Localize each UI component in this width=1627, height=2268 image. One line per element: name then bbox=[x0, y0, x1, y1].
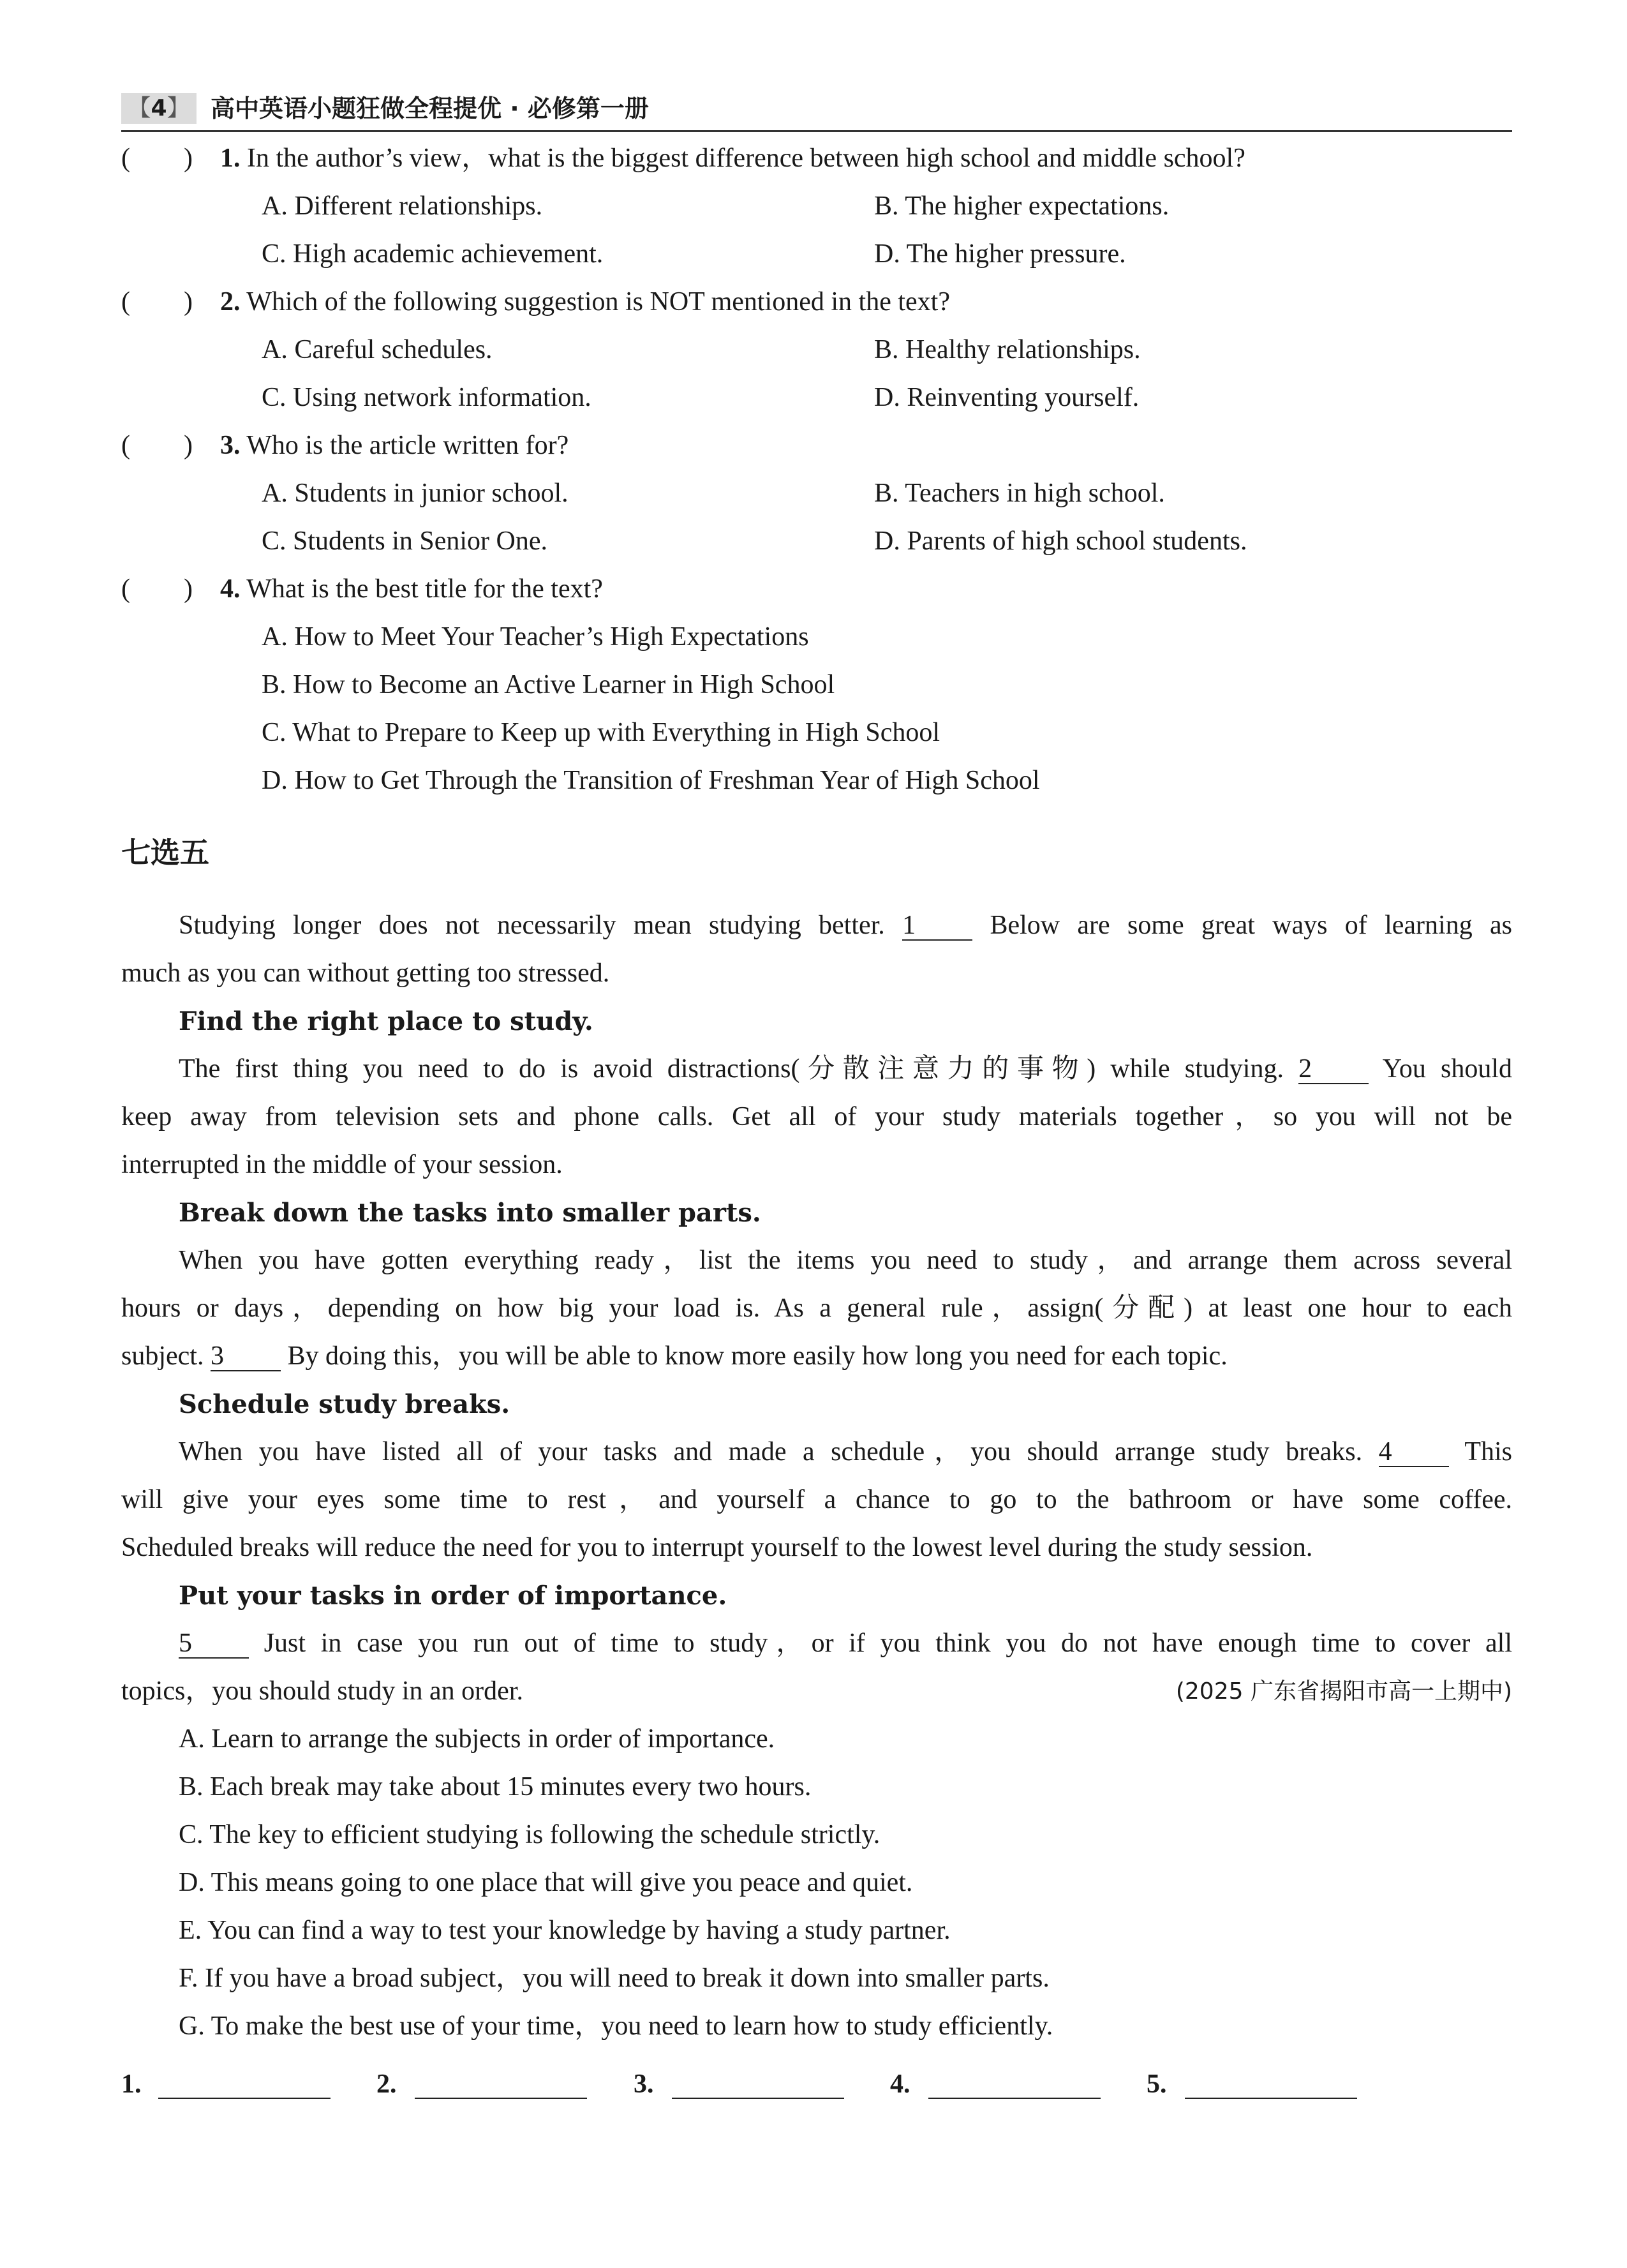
passage-line: keep away from television sets and phone calls. Get all of your study materials together，so you will not be bbox=[121, 1102, 1512, 1131]
answer-label-1: 1. bbox=[121, 2070, 142, 2099]
answer-paren-1[interactable]: ( ) bbox=[121, 144, 193, 173]
passage-line: interrupted in the middle of your session. bbox=[121, 1150, 563, 1179]
question-number: 1. bbox=[220, 144, 241, 173]
question-number: 3. bbox=[220, 431, 241, 460]
option-2b: B. Healthy relationships. bbox=[874, 335, 1141, 364]
book-title: 高中英语小题狂做全程提优 · 必修第一册 bbox=[211, 94, 649, 123]
answer-label-5: 5. bbox=[1147, 2070, 1167, 2099]
section-title: 七选五 bbox=[121, 835, 209, 870]
subheading-find-place: Find the right place to study. bbox=[179, 1006, 593, 1036]
answer-line-2[interactable] bbox=[415, 2098, 587, 2099]
answer-paren-2[interactable]: ( ) bbox=[121, 287, 193, 317]
option-1a: A. Different relationships. bbox=[262, 191, 543, 221]
answer-line-3[interactable] bbox=[672, 2098, 844, 2099]
page-header bbox=[121, 89, 1512, 132]
question-text: In the author’s view，what is the biggest difference between high school and middle school? bbox=[247, 144, 1245, 173]
question-2 bbox=[220, 285, 950, 318]
choice-d: D. This means going to one place that will give you peace and quiet. bbox=[179, 1868, 913, 1897]
choice-f: F. If you have a broad subject，you will need to break it down into smaller parts. bbox=[179, 1964, 1050, 1993]
choice-a: A. Learn to arrange the subjects in order of importance. bbox=[179, 1724, 775, 1754]
answer-line-1[interactable] bbox=[158, 2098, 331, 2099]
option-3c: C. Students in Senior One. bbox=[262, 526, 547, 556]
blank-4[interactable]: 4 bbox=[1379, 1438, 1449, 1467]
answer-line-5[interactable] bbox=[1185, 2098, 1357, 2099]
option-2d: D. Reinventing yourself. bbox=[874, 383, 1140, 412]
passage-line: much as you can without getting too stressed. bbox=[121, 959, 610, 988]
option-2a: A. Careful schedules. bbox=[262, 335, 493, 364]
question-4 bbox=[220, 572, 603, 606]
option-4d: D. How to Get Through the Transition of Freshman Year of High School bbox=[262, 766, 1040, 795]
passage-line: Scheduled breaks will reduce the need for you to interrupt yourself to the lowest level during the study session. bbox=[121, 1533, 1313, 1562]
answer-label-4: 4. bbox=[890, 2070, 910, 2099]
passage-text: subject. bbox=[121, 1341, 204, 1371]
question-text: Which of the following suggestion is NOT mentioned in the text? bbox=[246, 287, 950, 317]
passage-text: Studying longer does not necessarily mean studying better. bbox=[179, 911, 885, 940]
source-note: (2025 广东省揭阳市高一上期中) bbox=[1175, 1678, 1512, 1705]
option-4c: C. What to Prepare to Keep up with Everything in High School bbox=[262, 718, 940, 747]
option-1c: C. High academic achievement. bbox=[262, 239, 604, 269]
passage-line bbox=[121, 1332, 1512, 1380]
option-1d: D. The higher pressure. bbox=[874, 239, 1126, 269]
passage-line bbox=[121, 1428, 1512, 1476]
option-2c: C. Using network information. bbox=[262, 383, 591, 412]
page-number: 4 bbox=[151, 95, 167, 121]
answer-paren-3[interactable]: ( ) bbox=[121, 431, 193, 460]
question-number: 4. bbox=[220, 574, 241, 604]
option-3d: D. Parents of high school students. bbox=[874, 526, 1247, 556]
question-1 bbox=[220, 142, 1245, 175]
blank-1[interactable]: 1 bbox=[902, 911, 972, 941]
question-3 bbox=[220, 429, 568, 462]
passage-line bbox=[121, 902, 1512, 950]
blank-2[interactable]: 2 bbox=[1298, 1055, 1369, 1084]
answer-line-4[interactable] bbox=[928, 2098, 1101, 2099]
choice-e: E. You can find a way to test your knowledge by having a study partner. bbox=[179, 1916, 951, 1945]
choice-c: C. The key to efficient studying is following the schedule strictly. bbox=[179, 1820, 880, 1849]
question-text: What is the best title for the text? bbox=[246, 574, 603, 604]
passage-line bbox=[121, 1667, 1512, 1715]
option-3a: A. Students in junior school. bbox=[262, 479, 568, 508]
subheading-order-importance: Put your tasks in order of importance. bbox=[179, 1581, 727, 1611]
passage-line: hours or days，depending on how big your load is. As a general rule，assign(分配) at least one hour to each bbox=[121, 1294, 1512, 1323]
passage-line: will give your eyes some time to rest，and yourself a chance to go to the bathroom or have some coffee. bbox=[121, 1485, 1512, 1514]
question-number: 2. bbox=[220, 287, 241, 317]
choice-b: B. Each break may take about 15 minutes every two hours. bbox=[179, 1772, 812, 1802]
subheading-break-down: Break down the tasks into smaller parts. bbox=[179, 1198, 761, 1228]
option-1b: B. The higher expectations. bbox=[874, 191, 1170, 221]
answer-paren-4[interactable]: ( ) bbox=[121, 574, 193, 604]
passage-line bbox=[121, 1620, 1512, 1667]
blank-3[interactable]: 3 bbox=[211, 1342, 281, 1371]
passage-text: You should bbox=[1382, 1054, 1512, 1084]
subheading-schedule-breaks: Schedule study breaks. bbox=[179, 1389, 510, 1419]
answer-label-2: 2. bbox=[376, 2070, 397, 2099]
passage-text: By doing this，you will be able to know more easily how long you need for each topic. bbox=[287, 1341, 1228, 1371]
passage-text: Below are some great ways of learning as bbox=[990, 911, 1513, 940]
passage-text: Just in case you run out of time to study，or if you think you do not have enough time to cover all bbox=[264, 1629, 1512, 1658]
option-4b: B. How to Become an Active Learner in High School bbox=[262, 670, 835, 699]
page-number-box: 【4】 bbox=[121, 93, 197, 124]
blank-5[interactable]: 5 bbox=[179, 1629, 249, 1659]
passage-line bbox=[121, 1045, 1512, 1093]
passage-text: topics，you should study in an order. bbox=[121, 1676, 523, 1706]
passage-line: When you have gotten everything ready，list the items you need to study，and arrange them across several bbox=[179, 1246, 1512, 1275]
passage-text: The first thing you need to do is avoid distractions(分散注意力的事物) while studying. bbox=[179, 1054, 1284, 1084]
option-3b: B. Teachers in high school. bbox=[874, 479, 1165, 508]
option-4a: A. How to Meet Your Teacher’s High Expectations bbox=[262, 622, 809, 652]
passage bbox=[121, 902, 1512, 2050]
passage-text: This bbox=[1464, 1437, 1512, 1466]
choice-g: G. To make the best use of your time，you need to learn how to study efficiently. bbox=[179, 2011, 1053, 2041]
question-text: Who is the article written for? bbox=[246, 431, 569, 460]
passage-text: When you have listed all of your tasks and made a schedule，you should arrange study breaks. bbox=[179, 1437, 1363, 1466]
answer-label-3: 3. bbox=[634, 2070, 654, 2099]
